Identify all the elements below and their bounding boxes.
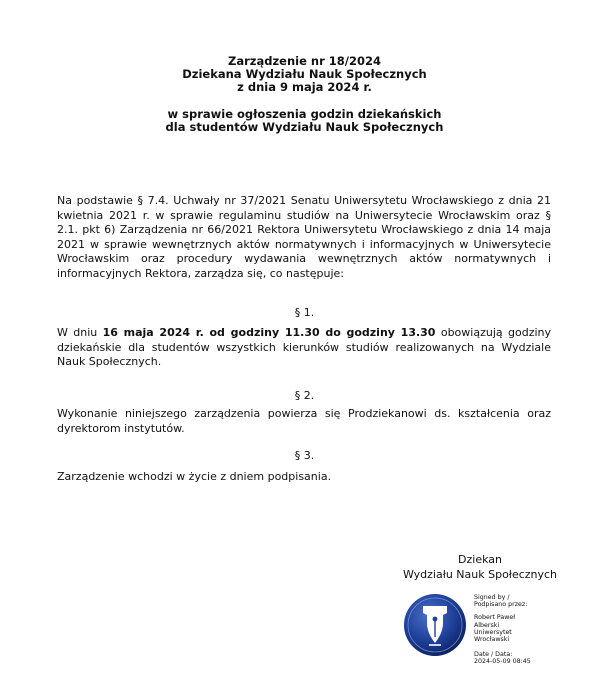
- section-1-text: [57, 326, 551, 370]
- intro-paragraph: Na podstawie § 7.4. Uchwały nr 37/2021 Senatu Uniwersytetu Wrocławskiego z dnia 21 kwietnia 2021 r. w sprawie regulaminu studiów na Uniwersytecie Wrocławskim oraz § 2.1. pkt 6) Zarządzenia nr 66/2021 Rektora Uniwersytetu Wrocławskiego z dnia 14 maja 2021 w sprawie wewnętrznych aktów normatywnych i informacyjnych w Uniwersytecie Wrocławskim oraz procedury wydawania wewnętrznych aktów normatywnych i informacyjnych Rektora, zarządza się, co następuje:: [57, 194, 551, 280]
- signed-by-label-pl: Podpisano przez:: [474, 601, 528, 609]
- title-line: Zarządzenie nr 18/2024: [228, 54, 381, 68]
- digital-signature-info: [474, 594, 574, 666]
- subject-line: dla studentów Wydziału Nauk Społecznych: [165, 120, 444, 134]
- section-1-post: obowiązują godziny dziekańskie dla studentów wszystkich kierunków studiów realizowanych na Wydziale Nauk Społecznych.: [57, 326, 552, 369]
- date-label: Date / Data:: [474, 651, 513, 659]
- section-2-text: Wykonanie niniejszego zarządzenia powierza się Prodziekanowi ds. kształcenia oraz dyrektorom instytutów.: [57, 407, 551, 435]
- section-1-date: 16 maja 2024 r. od godziny 11.30 do godziny 13.30: [102, 326, 436, 339]
- signed-by-label: Signed by /: [474, 594, 510, 601]
- signer-name: Robert Paweł: [474, 614, 516, 622]
- signer-org: Uniwersytet: [474, 628, 512, 636]
- section-1-pre: W dniu: [57, 326, 103, 339]
- date-value: 2024-05-09 08:45: [474, 658, 531, 666]
- title-line: z dnia 9 maja 2024 r.: [237, 80, 372, 94]
- section-3-heading: § 3.: [294, 449, 315, 462]
- section-2-heading: § 2.: [294, 389, 315, 402]
- signer-surname: Alberski: [474, 621, 500, 629]
- signatory-position: Dziekan: [458, 553, 502, 566]
- section-1-heading: § 1.: [294, 306, 315, 319]
- document-subject: [0, 108, 609, 134]
- signatory-faculty: Wydziału Nauk Społecznych: [402, 567, 558, 581]
- subject-line: w sprawie ogłoszenia godzin dziekańskich: [167, 107, 442, 121]
- title-line: Dziekana Wydziału Nauk Społecznych: [182, 67, 427, 81]
- signatory-title: [380, 553, 580, 582]
- signer-org-city: Wrocławski: [474, 636, 510, 644]
- document-title: [0, 55, 609, 94]
- section-3-text: Zarządzenie wchodzi w życie z dniem podpisania.: [57, 470, 332, 483]
- pen-nib-seal-icon: [403, 593, 467, 657]
